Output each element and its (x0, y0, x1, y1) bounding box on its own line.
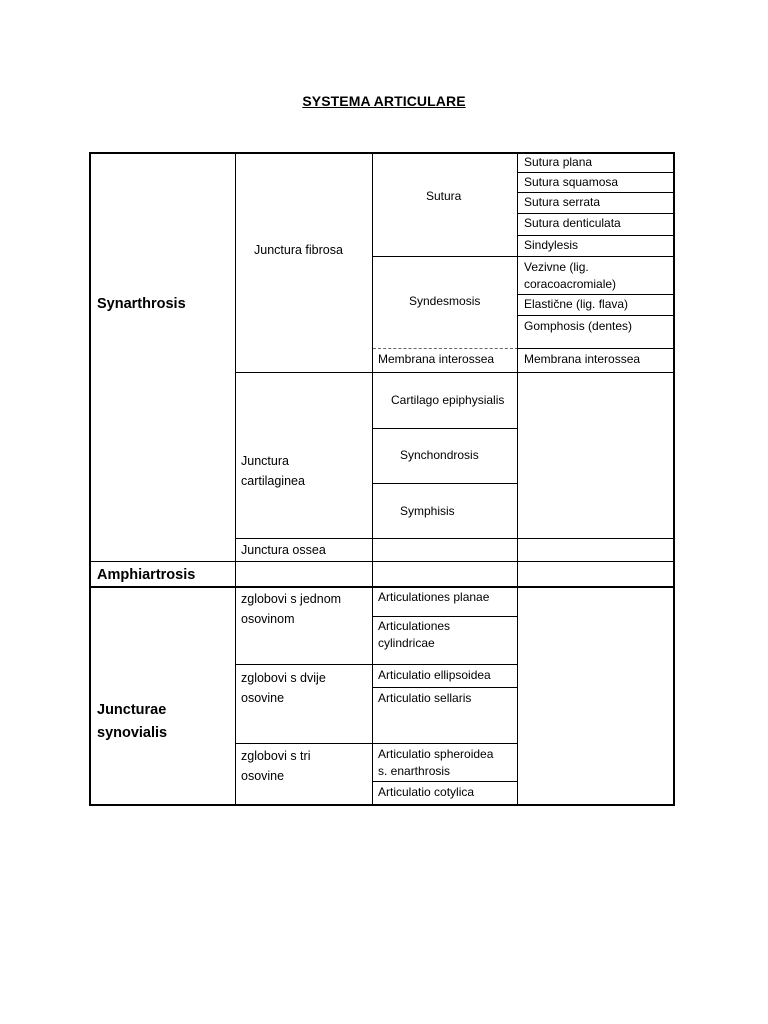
membrana-interossea-detail-label: Membrana interossea (524, 352, 641, 366)
articulationes-cylindricae-line-2: cylindricae (378, 636, 435, 650)
sutura-label: Sutura (426, 189, 462, 203)
row-divider (372, 428, 518, 429)
synarthrosis-label: Synarthrosis (97, 296, 186, 312)
junctura-cartilaginea-label (241, 451, 305, 491)
sindylesis-label: Sindylesis (524, 238, 579, 252)
row-divider (235, 372, 674, 373)
row-divider (372, 483, 518, 484)
articulatio-spheroidea-line-1: Articulatio spheroidea (378, 747, 494, 761)
row-divider (517, 294, 674, 295)
row-divider (372, 781, 518, 782)
row-divider (517, 192, 674, 193)
zglobovi-jednom-line-2: osovinom (241, 612, 295, 626)
row-divider (372, 616, 518, 617)
zglobovi-dvije-line-2: osovine (241, 691, 285, 705)
juncturae-line-2: synovialis (97, 725, 168, 741)
elasticne-label: Elastične (lig. flava) (524, 297, 629, 311)
junctura-ossea-label: Junctura ossea (241, 543, 326, 557)
vezivne-line-1: Vezivne (lig. (524, 260, 589, 274)
articulatio-spheroidea-line-2: s. enarthrosis (378, 764, 451, 778)
zglobovi-tri-label (241, 746, 310, 786)
zglobovi-jednom-label (241, 589, 341, 629)
zglobovi-tri-line-1: zglobovi s tri (241, 749, 311, 763)
row-divider (235, 664, 518, 665)
zglobovi-jednom-line-1: zglobovi s jednom (241, 592, 342, 606)
row-divider (235, 538, 674, 539)
juncturae-synovialis-label (97, 699, 167, 745)
row-divider (517, 172, 674, 173)
symphisis-label: Symphisis (400, 504, 455, 518)
document-title: SYSTEMA ARTICULARE (302, 93, 466, 109)
row-divider (372, 687, 518, 688)
row-divider (372, 256, 674, 257)
zglobovi-dvije-line-1: zglobovi s dvije (241, 671, 326, 685)
row-divider (235, 743, 518, 744)
sutura-squamosa-label: Sutura squamosa (524, 175, 619, 189)
column-divider-2 (372, 153, 373, 805)
articulationes-cylindricae-line-1: Articulationes (378, 619, 451, 633)
dashed-divider (373, 348, 518, 349)
vezivne-line-2: coracoacromiale) (524, 277, 617, 291)
juncturae-line-1: Juncturae (97, 702, 167, 718)
junctura-cartilaginea-line-1: Junctura (241, 454, 289, 468)
cartilago-epiphysialis-label: Cartilago epiphysialis (391, 393, 505, 407)
articulatio-sellaris-label: Articulatio sellaris (378, 691, 472, 705)
row-divider (517, 235, 674, 236)
synchondrosis-label: Synchondrosis (400, 448, 479, 462)
articulationes-planae-label: Articulationes planae (378, 590, 490, 604)
articulationes-cylindricae-label (378, 618, 450, 652)
row-divider (517, 213, 674, 214)
sutura-plana-label: Sutura plana (524, 155, 593, 169)
column-divider-3 (517, 153, 518, 805)
membrana-interossea-label: Membrana interossea (378, 352, 495, 366)
sutura-serrata-label: Sutura serrata (524, 195, 601, 209)
articulatio-ellipsoidea-label: Articulatio ellipsoidea (378, 668, 491, 682)
zglobovi-dvije-label (241, 668, 326, 708)
junctura-fibrosa-label: Junctura fibrosa (254, 243, 343, 257)
sutura-denticulata-label: Sutura denticulata (524, 216, 621, 230)
junctura-cartilaginea-line-2: cartilaginea (241, 474, 305, 488)
vezivne-label (524, 259, 616, 293)
gomphosis-label: Gomphosis (dentes) (524, 319, 633, 333)
row-divider (517, 348, 674, 349)
table-border (89, 152, 675, 806)
column-divider-1 (235, 153, 236, 805)
row-divider (90, 561, 674, 562)
amphiartrosis-label: Amphiartrosis (97, 567, 196, 583)
row-divider (517, 315, 674, 316)
articulatio-spheroidea-label (378, 746, 493, 780)
articulatio-cotylica-label: Articulatio cotylica (378, 785, 475, 799)
zglobovi-tri-line-2: osovine (241, 769, 285, 783)
syndesmosis-label: Syndesmosis (409, 294, 481, 308)
